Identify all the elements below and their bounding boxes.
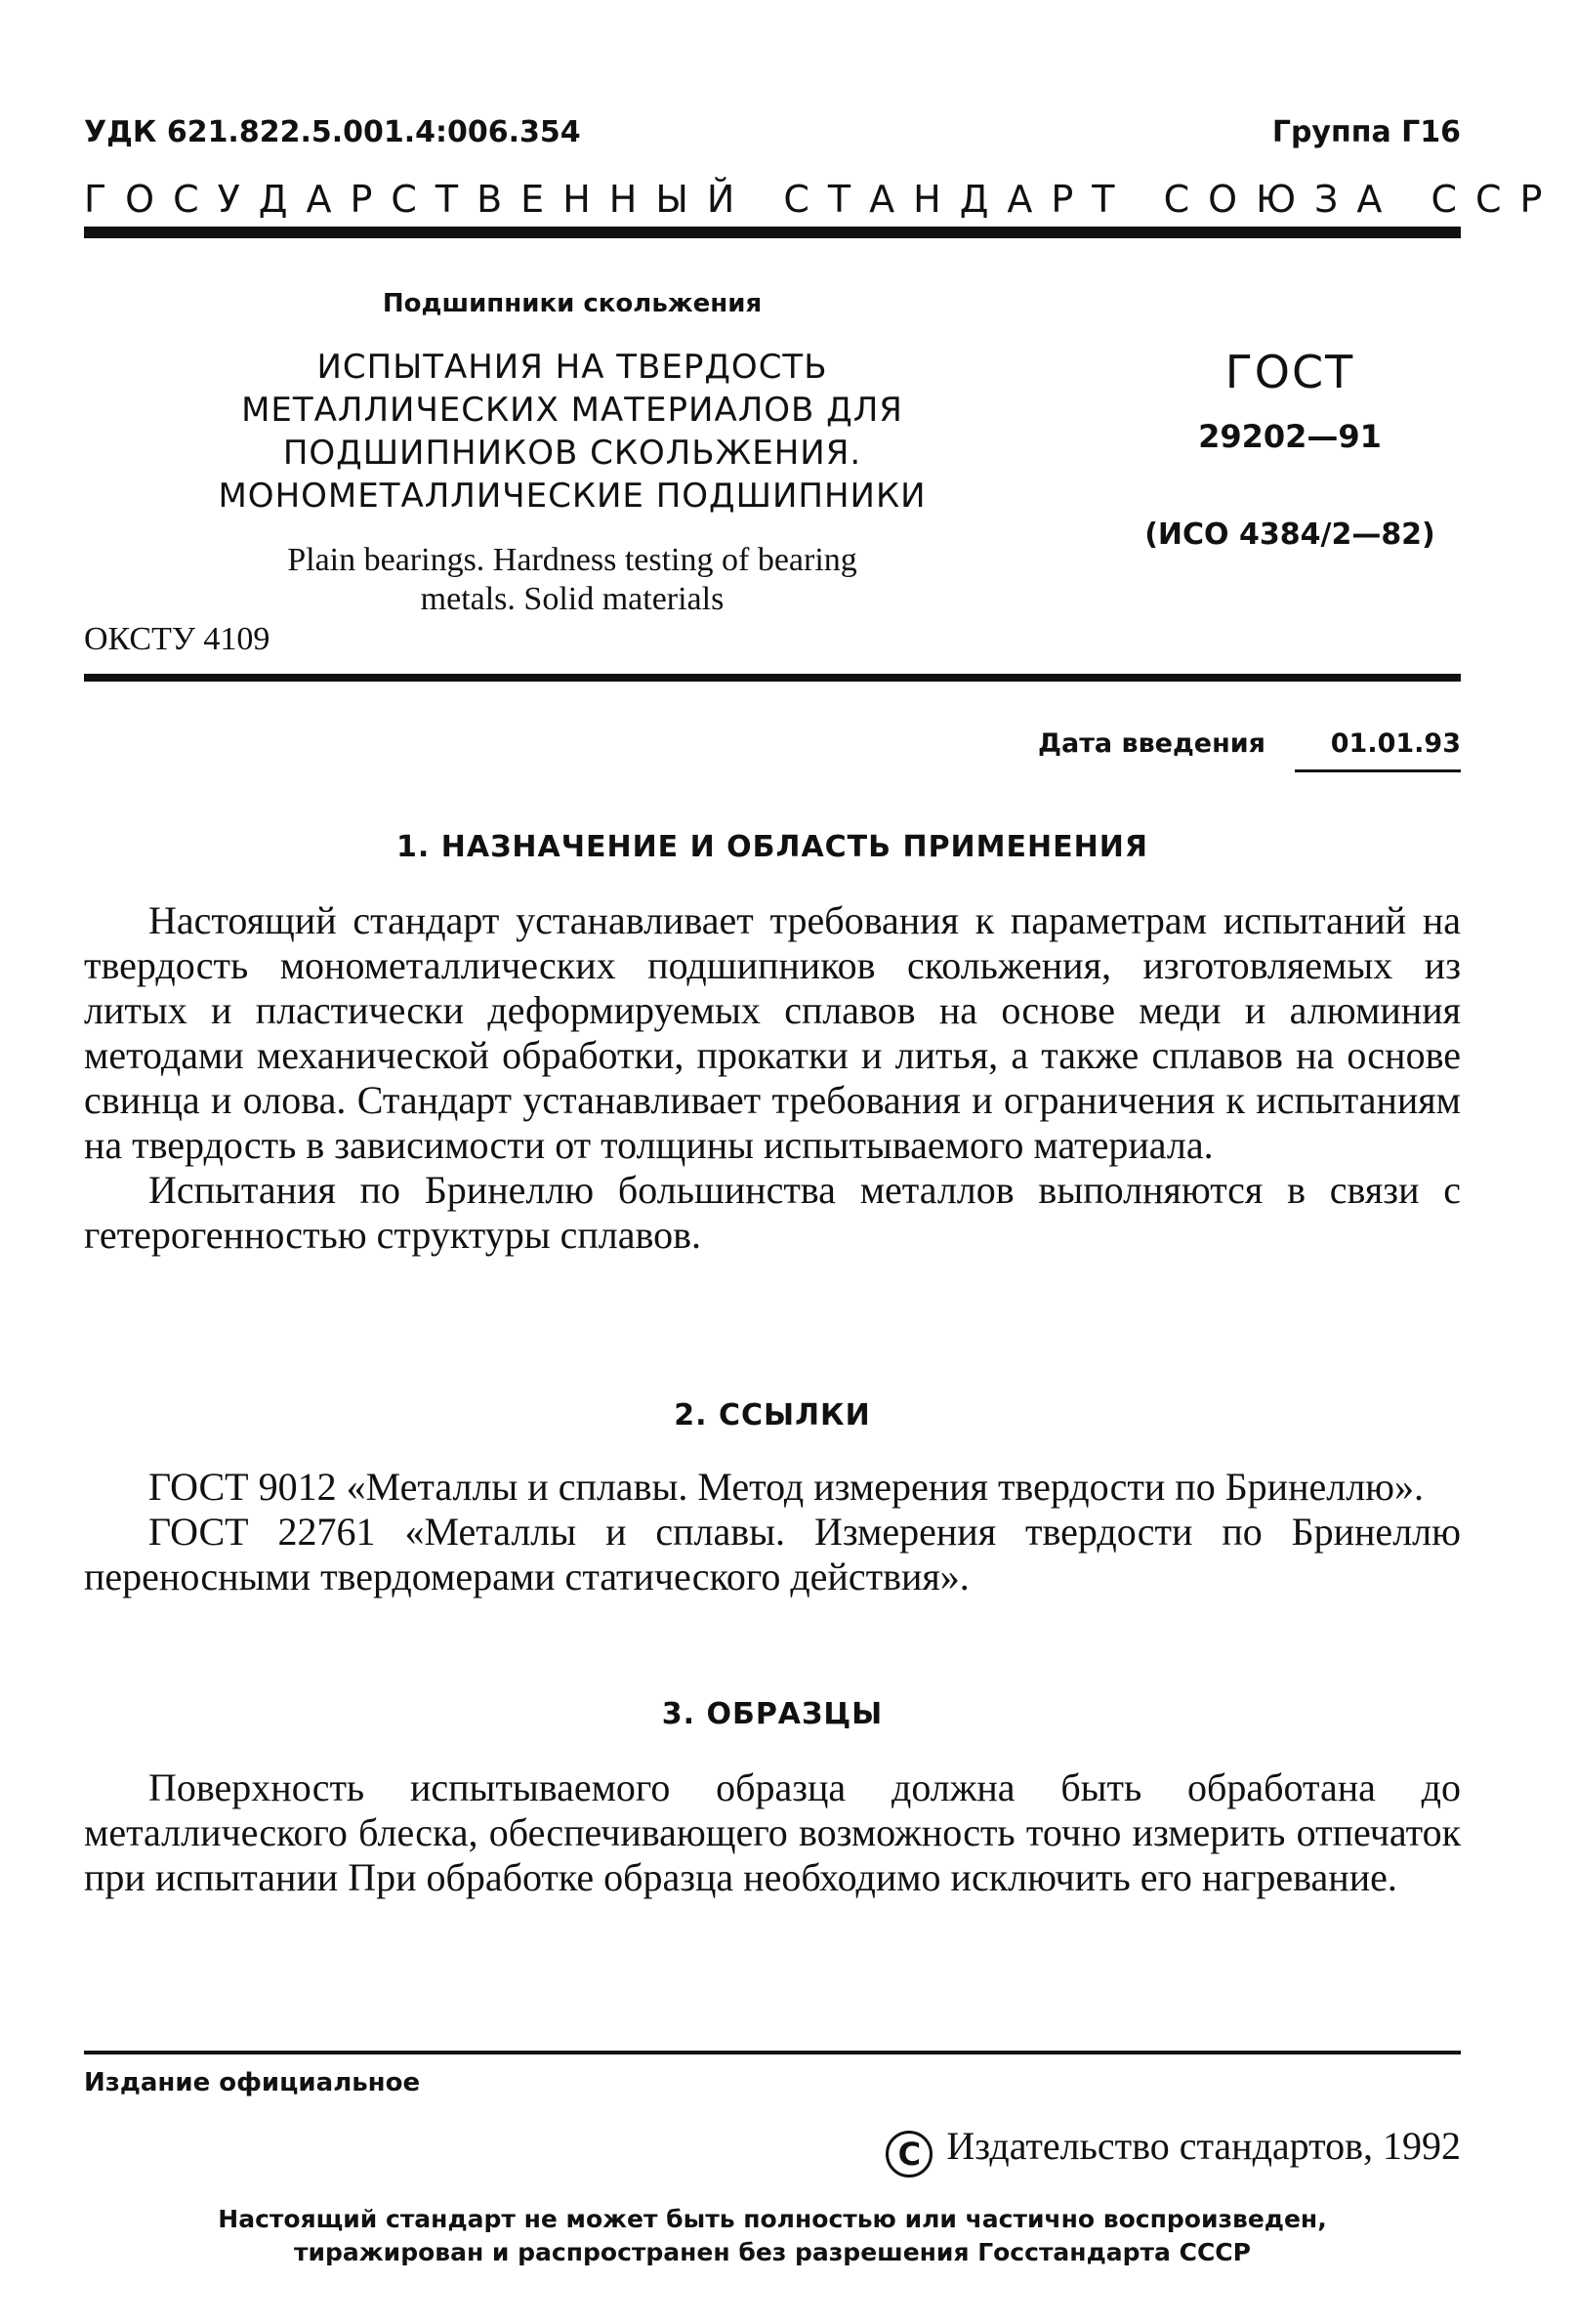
footer-rule (84, 2051, 1461, 2054)
paragraph: ГОСТ 22761 «Металлы и сплавы. Измерения твердости по Бринеллю переносными твердомерами статического действия». (84, 1510, 1461, 1598)
english-title-line: Plain bearings. Hardness testing of bearing (287, 542, 857, 578)
gost-label: ГОСТ (1224, 346, 1355, 398)
introduction-date-label: Дата введения (1037, 728, 1265, 759)
section-body (84, 1465, 1461, 1599)
section-heading: 2. ССЫЛКИ (674, 1398, 871, 1432)
state-standard-heading: ГОСУДАРСТВЕННЫЙ СТАНДАРТ СОЮЗА ССР (84, 178, 1561, 221)
paragraph: Настоящий стандарт устанавливает требования к параметрам испытаний на твердость монометаллических подшипников скольжения, изготовляемых из литых и пластически деформируемых сплавов на основе меди и алюминия методами механической обработки, прокатки и литья, а также сплавов на основе свинца и олова. Стандарт устанавливает требования и ограничения к испытаниям на твердость в зависимости от толщины испытываемого материала. (84, 898, 1461, 1167)
header-line (84, 115, 1461, 154)
udk-code: УДК 621.822.5.001.4:006.354 (84, 115, 581, 149)
paragraph: Поверхность испытываемого образца должна быть обработана до металлического блеска, обеспечивающего возможность точно измерить отпечаток при испытании При обработке образца необходимо исключить его нагревание. (84, 1765, 1461, 1899)
group-code: Группа Г16 (1271, 115, 1461, 149)
title-line: МЕТАЛЛИЧЕСКИХ МАТЕРИАЛОВ ДЛЯ (241, 391, 903, 430)
english-title (84, 541, 1060, 619)
section-heading: 1. НАЗНАЧЕНИЕ И ОБЛАСТЬ ПРИМЕНЕНИЯ (396, 830, 1148, 864)
document-page (84, 0, 1561, 2324)
paragraph: Испытания по Бринеллю большинства металлов выполняются в связи с гетерогенностью структуры сплавов. (84, 1168, 1461, 1257)
reproduction-notice (84, 2203, 1461, 2269)
section-body (84, 1765, 1461, 1900)
notice-line: Настоящий стандарт не может быть полностью или частично воспроизведен, (218, 2205, 1327, 2233)
subject-line: Подшипники скольжения (382, 289, 763, 318)
title-block-rule (84, 674, 1461, 682)
gost-number: 29202—91 (1198, 418, 1382, 455)
section-body (84, 898, 1461, 1258)
edition-label: Издание официальное (84, 2068, 421, 2097)
date-underline (1295, 769, 1461, 772)
title-line: ИСПЫТАНИЯ НА ТВЕРДОСТЬ (316, 348, 828, 387)
document-title (84, 346, 1060, 518)
introduction-date (875, 721, 1461, 769)
notice-line: тиражирован и распространен без разрешения Госстандарта СССР (294, 2238, 1251, 2266)
iso-reference: (ИСО 4384/2—82) (1144, 518, 1435, 552)
section-heading: 3. ОБРАЗЦЫ (661, 1697, 884, 1731)
introduction-date-value: 01.01.93 (1330, 728, 1461, 759)
okstu-code: ОКСТУ 4109 (84, 621, 270, 657)
copyright-line (886, 2123, 1461, 2178)
paragraph: ГОСТ 9012 «Металлы и сплавы. Метод измерения твердости по Бринеллю». (148, 1465, 1425, 1509)
title-line: ПОДШИПНИКОВ СКОЛЬЖЕНИЯ. (282, 434, 862, 473)
header-rule (84, 227, 1461, 238)
copyright-text: Издательство стандартов, 1992 (946, 2124, 1461, 2168)
copyright-icon: C (886, 2131, 933, 2178)
english-title-line: metals. Solid materials (420, 581, 725, 617)
title-line: МОНОМЕТАЛЛИЧЕСКИЕ ПОДШИПНИКИ (218, 477, 927, 516)
